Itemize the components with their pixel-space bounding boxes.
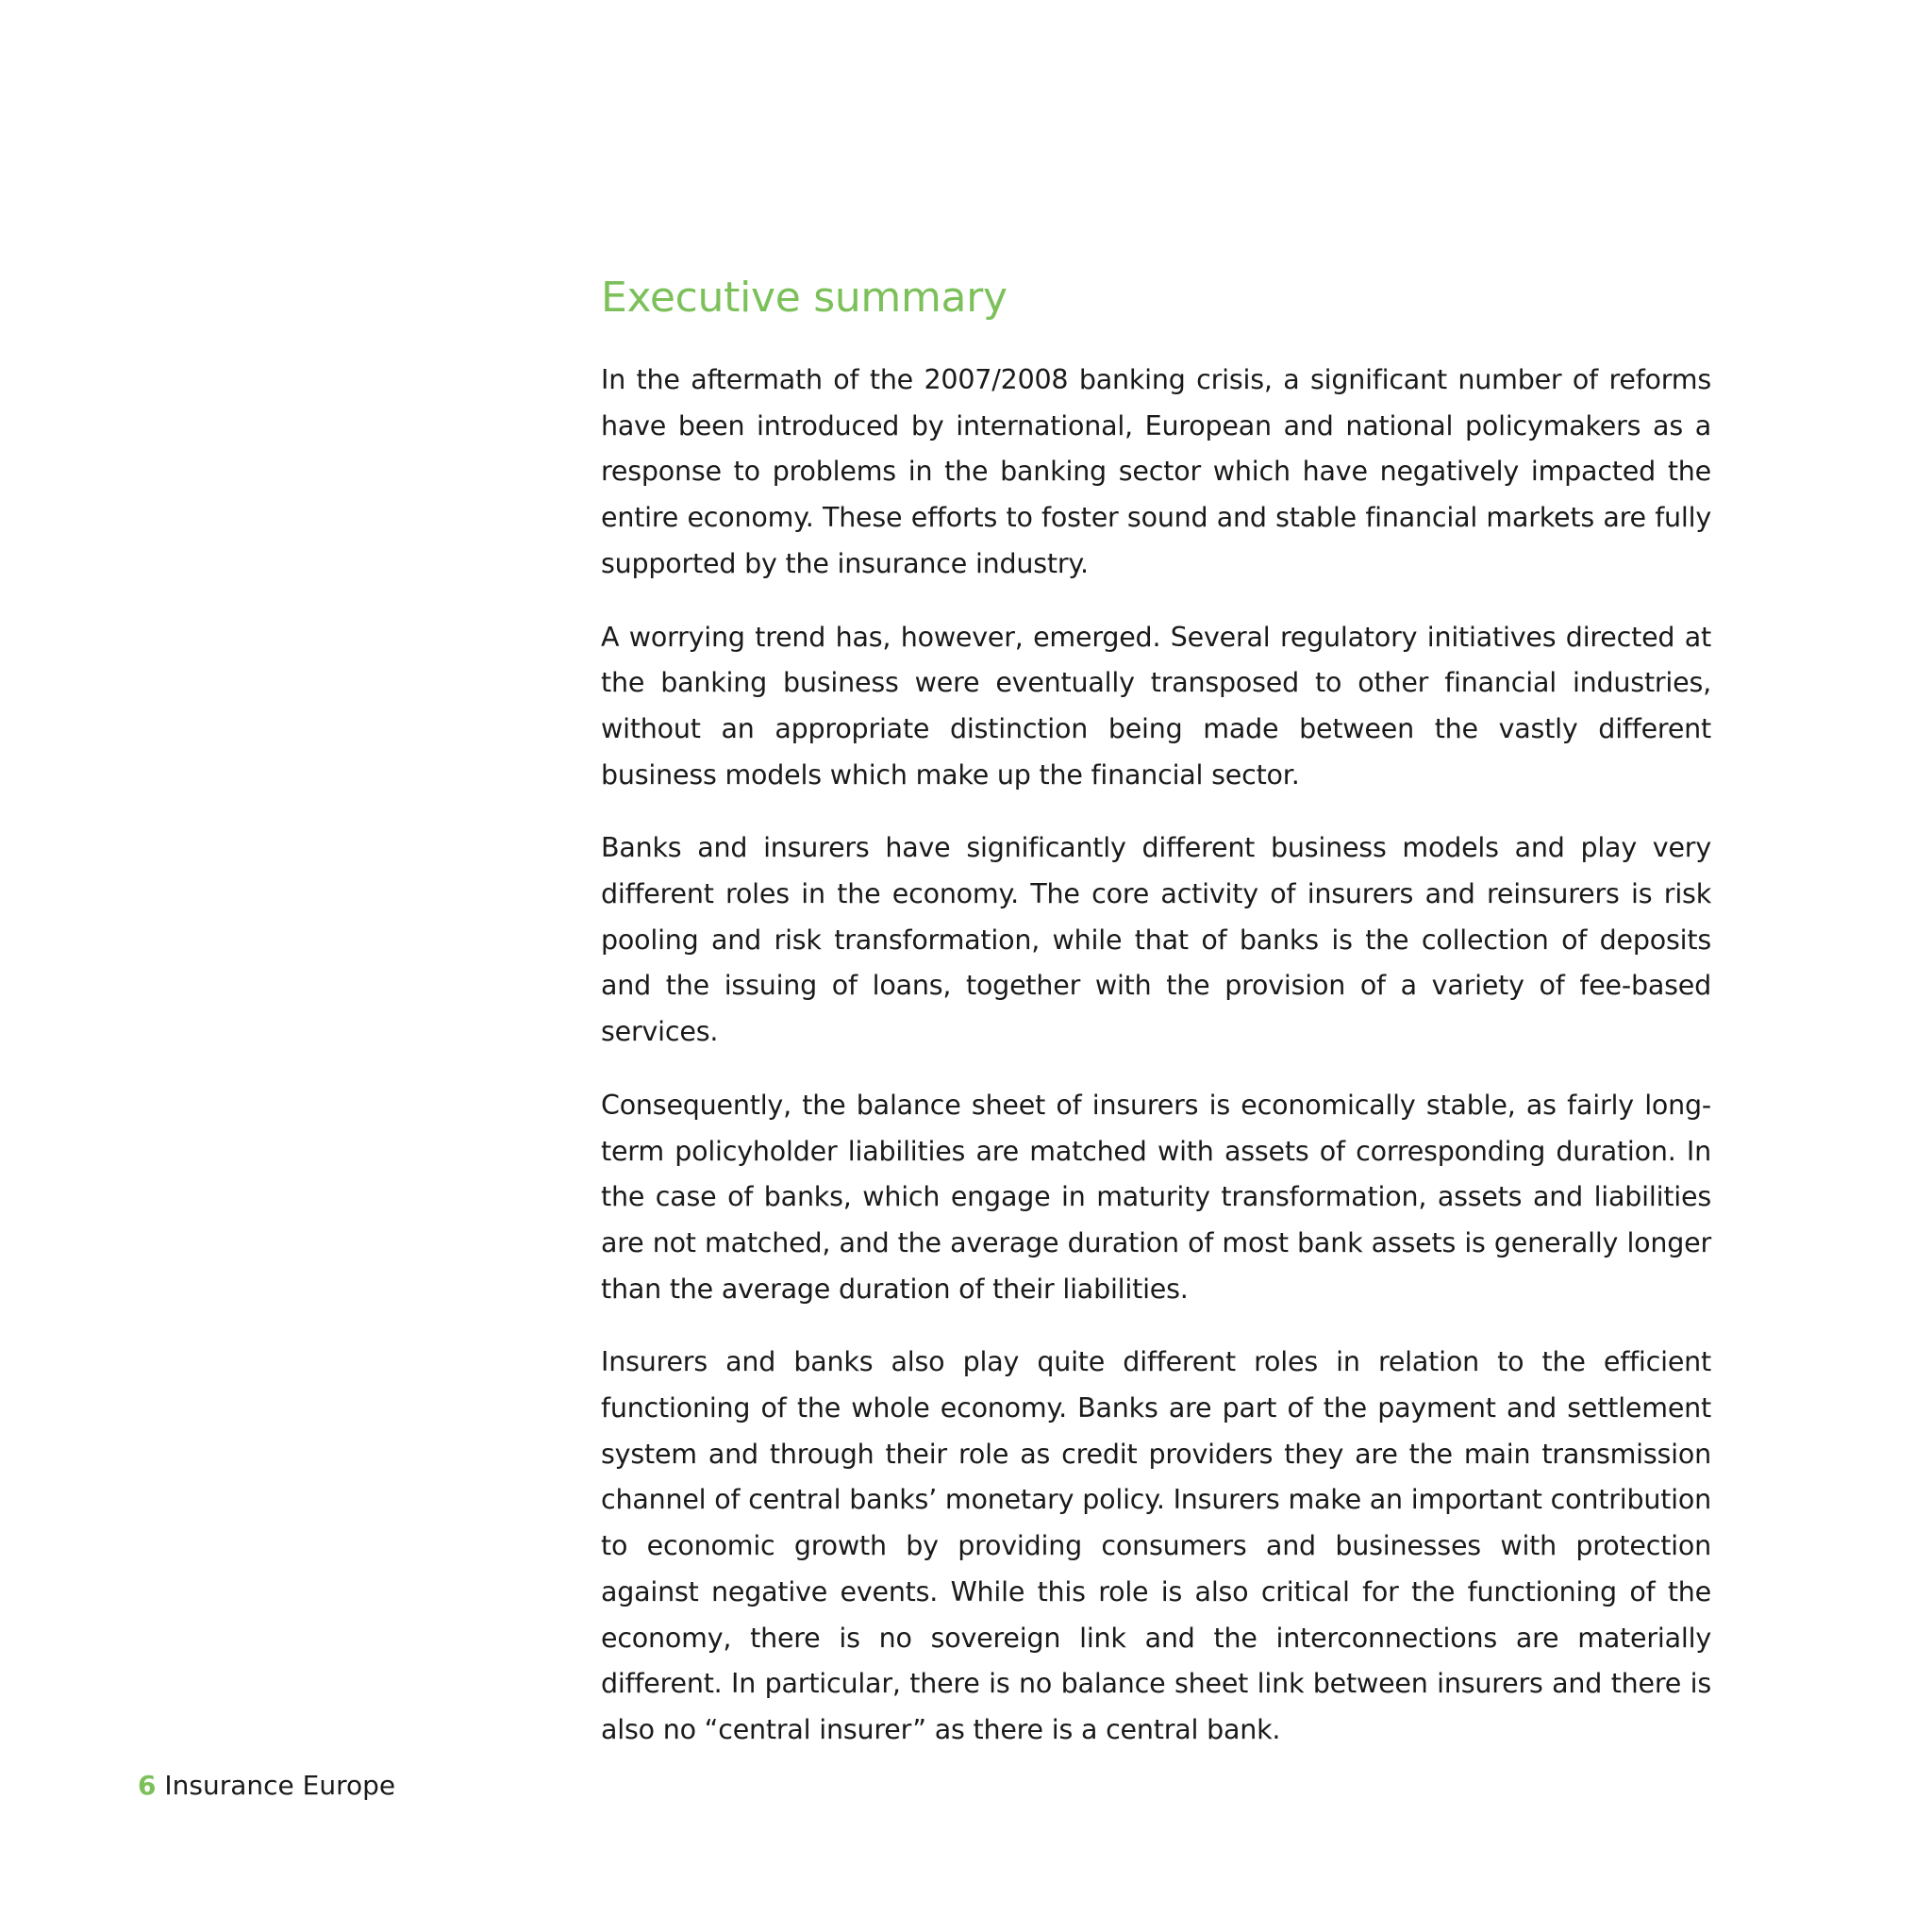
page-title: Executive summary <box>601 274 1008 322</box>
paragraph-4: Consequently, the balance sheet of insurers is economically stable, as fairly long-term policyholder liabilities are matched with assets of corresponding duration. In the case of banks, which engage in maturity transformation, assets and liabilities are not matched, and the average duration of most bank assets is generally longer than the average duration of their liabilities. <box>601 1089 1711 1305</box>
page-content <box>601 267 1711 1781</box>
page-number: 6 <box>138 1770 157 1801</box>
paragraph-2: A worrying trend has, however, emerged. Several regulatory initiatives directed at the banking business were eventually transposed to other financial industries, without an appropriate distinction being made between the vastly different business models which make up the financial sector. <box>601 621 1711 791</box>
paragraph-1: In the aftermath of the 2007/2008 banking crisis, a significant number of reforms have been introduced by international, European and national policymakers as a response to problems in the banking sector which have negatively impacted the entire economy. These efforts to foster sound and stable financial markets are fully supported by the insurance industry. <box>601 364 1711 579</box>
publisher-name: Insurance Europe <box>164 1770 396 1801</box>
paragraph-3: Banks and insurers have significantly different business models and play very different roles in the economy. The core activity of insurers and reinsurers is risk pooling and risk transformation, while that of banks is the collection of deposits and the issuing of loans, together with the provision of a variety of fee-based services. <box>601 832 1711 1048</box>
paragraph-5: Insurers and banks also play quite different roles in relation to the efficient functioning of the whole economy. Banks are part of the payment and settlement system and through their role as credit providers they are the main transmission channel of central banks’ monetary policy. Insurers make an important contribution to economic growth by providing consumers and businesses with protection against negative events. While this role is also critical for the functioning of the economy, there is no sovereign link and the interconnections are materially different. In particular, there is no balance sheet link between insurers and there is also no “central insurer” as there is a central bank. <box>601 1346 1711 1745</box>
page-footer <box>138 1767 395 1805</box>
